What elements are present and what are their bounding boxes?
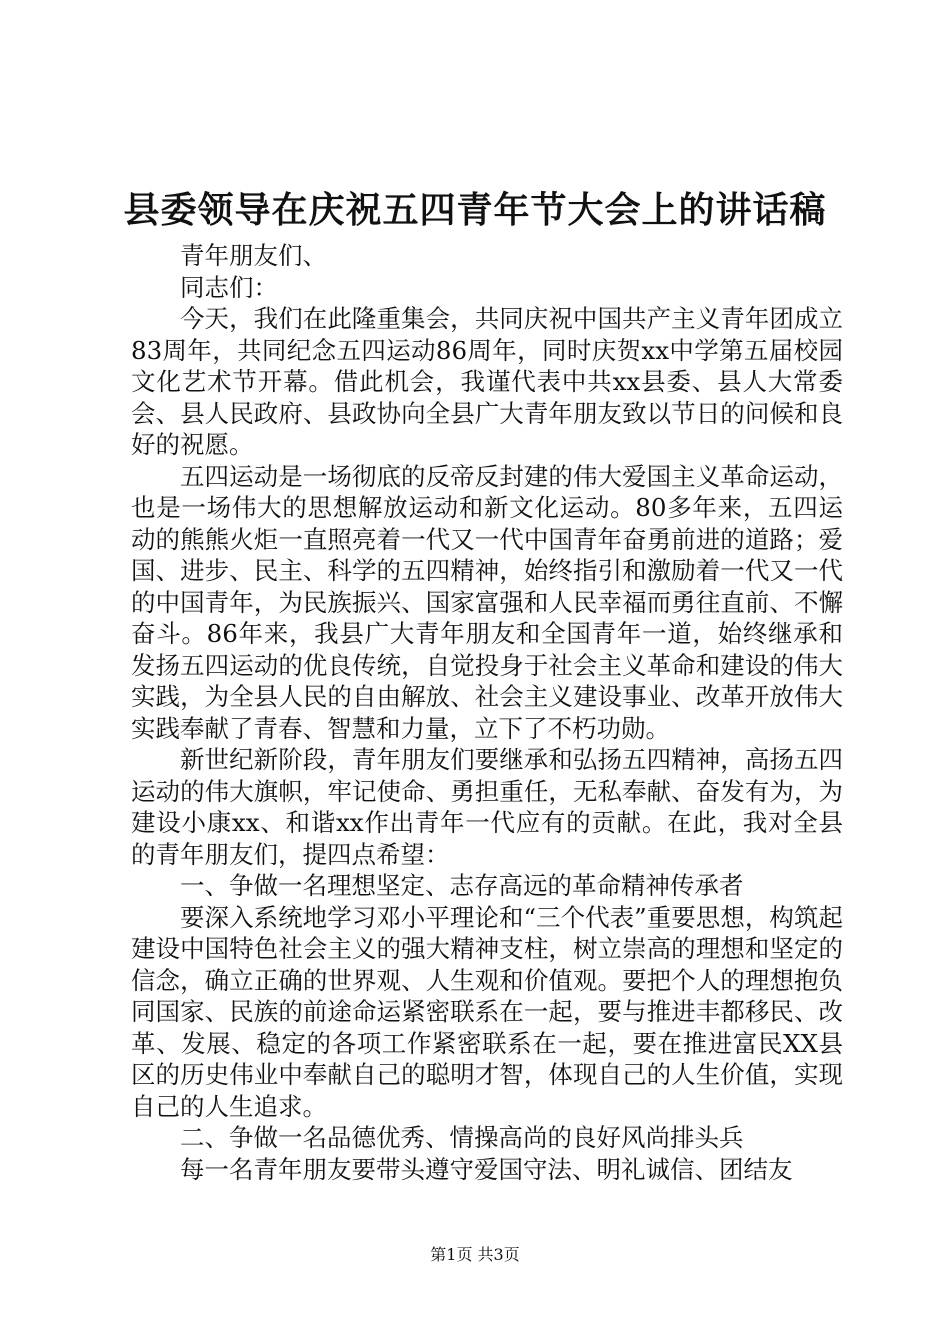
section-heading: 二、争做一名品德优秀、情操高尚的良好风尚排头兵 xyxy=(180,1123,744,1152)
body-paragraph: 要深入系统地学习邓小平理论和“三个代表”重要思想，构筑起建设中国特色社会主义的强大精神支柱，树立崇高的理想和坚定的信念，确立正确的世界观、人生观和价值观。要把个人的理想抱负同国家、民族的前途命运紧密联系在一起，要与推进丰都移民、改革、发展、稳定的各项工作紧密联系在一起，要在推进富民XX县区的历史伟业中奉献自己的聪明才智，体现自己的人生价值，实现自己的人生追求。 xyxy=(131,902,843,1121)
body-paragraph: 每一名青年朋友要带头遵守爱国守法、明礼诚信、团结友 xyxy=(180,1154,793,1184)
document-body xyxy=(131,240,843,1185)
page-footer: 第1页 共3页 xyxy=(430,1245,520,1264)
body-paragraph: 五四运动是一场彻底的反帝反封建的伟大爱国主义革命运动，也是一场伟大的思想解放运动和新文化运动。80多年来，五四运动的熊熊火炬一直照亮着一代又一代中国青年奋勇前进的道路；爱国、进步、民主、科学的五四精神，始终指引和激励着一代又一代的中国青年，为民族振兴、国家富强和人民幸福而勇往直前、不懈奋斗。86年来，我县广大青年朋友和全国青年一道，始终继承和发扬五四运动的优良传统，自觉投身于社会主义革命和建设的伟大实践，为全县人民的自由解放、社会主义建设事业、改革开放伟大实践奉献了青春、智慧和力量，立下了不朽功勋。 xyxy=(131,461,843,743)
section-heading: 一、争做一名理想坚定、志存高远的革命精神传承者 xyxy=(180,871,744,900)
body-paragraph: 新世纪新阶段，青年朋友们要继承和弘扬五四精神，高扬五四运动的伟大旗帜，牢记使命、勇担重任，无私奉献、奋发有为，为建设小康xx、和谐xx作出青年一代应有的贡献。在此，我对全县的青年朋友们，提四点希望： xyxy=(131,745,843,869)
body-paragraph: 今天，我们在此隆重集会，共同庆祝中国共产主义青年团成立83周年，共同纪念五四运动86周年，同时庆贺xx中学第五届校园文化艺术节开幕。借此机会，我谨代表中共xx县委、县人大常委会、县人民政府、县政协向全县广大青年朋友致以节日的问候和良好的祝愿。 xyxy=(131,304,843,459)
salutation-line: 青年朋友们、 xyxy=(180,241,327,270)
document-title: 县委领导在庆祝五四青年节大会上的讲话稿 xyxy=(123,189,827,231)
salutation-line: 同志们： xyxy=(180,272,278,302)
